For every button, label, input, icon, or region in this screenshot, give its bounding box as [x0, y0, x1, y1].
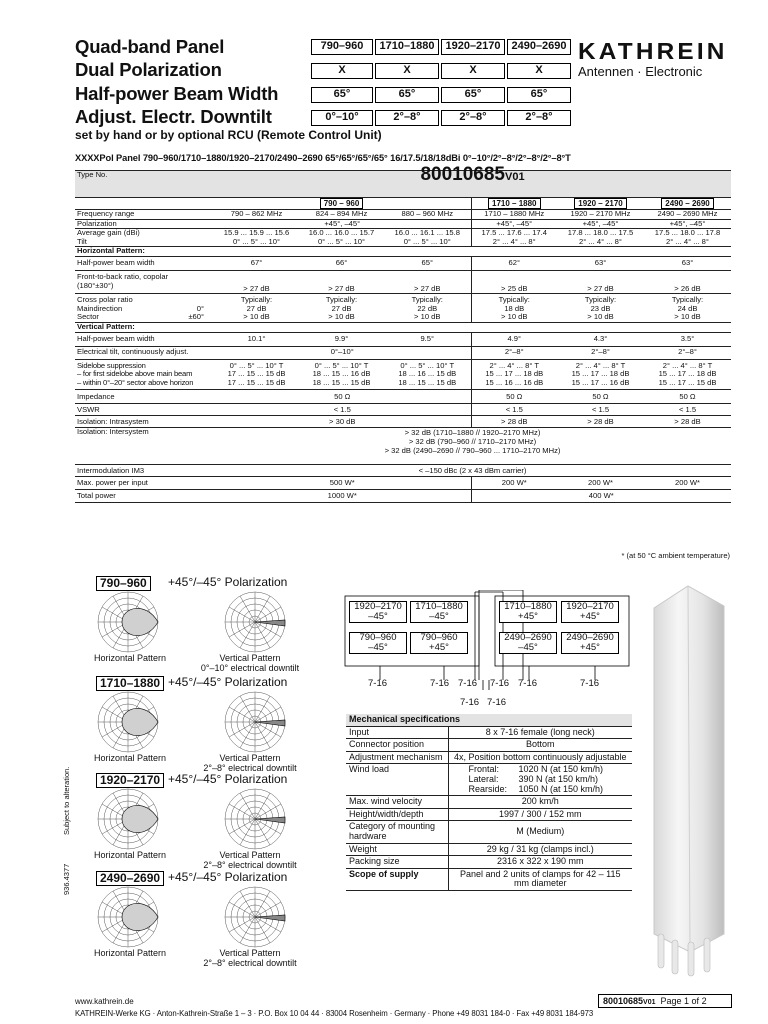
vertical-pattern-lobe [255, 720, 285, 726]
section-heading: Vertical Pattern: [75, 322, 731, 332]
row-label: Impedance [75, 390, 214, 404]
band-label: 1920–2170 [441, 39, 505, 55]
row-label: Isolation: Intrasystem [75, 416, 214, 428]
vertical-pattern-caption: Vertical Pattern 0°–10° electrical downtilt [200, 653, 300, 673]
mech-value: 1997 / 300 / 152 mm [448, 808, 632, 821]
vertical-pattern-caption: Vertical Pattern 2°–8° electrical downtilt [203, 850, 297, 870]
cell: < –150 dBc (2 x 43 dBm carrier) [214, 465, 731, 477]
cell: 0° ... 5° ... 10° T 17 ... 15 ... 15 dB 17 ... 15 ... 15 dB [214, 359, 299, 390]
band-header: 1710 – 1880 [488, 198, 541, 209]
cell: 50 Ω [214, 390, 471, 404]
mech-value: 4x, Position bottom continuously adjustable [448, 751, 632, 764]
band-header: 1920 – 2170 [574, 198, 627, 209]
downtilt-value: 2°–8° [507, 110, 571, 126]
cell: 65° [384, 256, 471, 270]
band-header: 790 – 960 [320, 198, 364, 209]
polarization-value: X [441, 63, 505, 79]
horizontal-pattern-caption: Horizontal Pattern [93, 948, 167, 958]
port-box: 1920–2170 –45° [349, 601, 407, 623]
title-line-3: Half-power Beam Width [75, 83, 279, 104]
pattern-polarization-label: +45°/–45° Polarization [168, 870, 288, 884]
cell: 67° [214, 256, 299, 270]
cell: > 26 dB [644, 270, 731, 293]
cell: 9.9° [299, 332, 384, 346]
antenna-image [644, 582, 734, 982]
port-box: 790–960 +45° [410, 632, 468, 654]
horizontal-pattern-caption: Horizontal Pattern [93, 653, 167, 663]
cell: +45°, –45° [557, 219, 644, 229]
pattern-plots [75, 885, 335, 949]
mech-label: Weight [346, 843, 448, 856]
mech-label: Scope of supply [346, 868, 448, 890]
horizontal-pattern-caption: Horizontal Pattern [93, 753, 167, 763]
connector-label: 7-16 [460, 697, 480, 708]
section-heading: Horizontal Pattern: [75, 247, 731, 257]
pattern-polarization-label: +45°/–45° Polarization [168, 772, 288, 786]
horizontal-pattern-lobe [122, 805, 158, 832]
cell: 4.9° [471, 332, 557, 346]
cell: > 27 dB [384, 270, 471, 293]
row-label: Intermodulation IM3 [75, 465, 214, 477]
cell: 200 W* [471, 477, 557, 490]
cell: Typically: 24 dB > 10 dB [644, 294, 731, 323]
beamwidth-value: 65° [507, 87, 571, 103]
cell: 17.8 ... 18.0 ... 17.5 2° ... 4° ... 8° [557, 229, 644, 247]
downtilt-value: 2°–8° [375, 110, 439, 126]
mech-value: 8 x 7-16 female (long neck) [448, 726, 632, 739]
cell: > 27 dB [214, 270, 299, 293]
cell: > 25 dB [471, 270, 557, 293]
company-address: KATHREIN-Werke KG · Anton-Kathrein-Straße 1 – 3 · P.O. Box 10 04 44 · 83004 Rosenheim · Germany · Phone +49 8031 184-0 · Fax +49 8031 184-973 [75, 1009, 594, 1018]
website: www.kathrein.de [75, 997, 134, 1006]
cell: 0° ... 5° ... 10° T 18 ... 16 ... 15 dB 18 ... 15 ... 15 dB [384, 359, 471, 390]
band-label: 2490–2690 [507, 39, 571, 55]
horizontal-pattern-caption: Horizontal Pattern [93, 850, 167, 860]
vertical-pattern-lobe [255, 620, 285, 626]
pattern-band-label: 2490–2690 [96, 871, 164, 886]
row-label: Polarization [75, 219, 214, 229]
cell: 400 W* [471, 490, 731, 503]
cell: Typically: 18 dB > 10 dB [471, 294, 557, 323]
cell: +45°, –45° [644, 219, 731, 229]
cell: 0°–10° [214, 346, 471, 359]
cell: 1000 W* [214, 490, 471, 503]
cell: 62° [471, 256, 557, 270]
cell: 2°–8° [471, 346, 557, 359]
mech-label: Adjustment mechanism [346, 751, 448, 764]
cell: 790 – 862 MHz [214, 210, 299, 220]
pattern-plots [75, 690, 335, 754]
downtilt-value: 2°–8° [441, 110, 505, 126]
cell: > 28 dB [644, 416, 731, 428]
cell: < 1.5 [471, 404, 557, 416]
row-label: Half-power beam width [75, 256, 214, 270]
type-number: 80010685V01 [214, 171, 731, 198]
mech-value: M (Medium) [448, 821, 632, 843]
mech-title: Mechanical specifications [346, 714, 632, 726]
vertical-pattern-caption: Vertical Pattern 2°–8° electrical downtilt [203, 753, 297, 773]
polarization-value: X [507, 63, 571, 79]
cell: > 27 dB [557, 270, 644, 293]
cell: 200 W* [644, 477, 731, 490]
cell: 2° ... 4° ... 8° T 15 ... 17 ... 18 dB 15 ... 17 ... 15 dB [644, 359, 731, 390]
beamwidth-value: 65° [375, 87, 439, 103]
connector-label: 7-16 [490, 678, 510, 689]
cell: > 27 dB [299, 270, 384, 293]
connector-label: 7-16 [430, 678, 450, 689]
mech-value: 2316 x 322 x 190 mm [448, 856, 632, 869]
cell: 63° [644, 256, 731, 270]
cell: 500 W* [214, 477, 471, 490]
cell: +45°, –45° [214, 219, 471, 229]
title-line-1: Quad-band Panel [75, 36, 225, 57]
pattern-band-label: 790–960 [96, 576, 151, 591]
cell: 200 W* [557, 477, 644, 490]
connector-label: 7-16 [580, 678, 600, 689]
title-line-2: Dual Polarization [75, 59, 222, 80]
cell: > 30 dB [214, 416, 471, 428]
title-line-4: Adjust. Electr. Downtilt [75, 106, 272, 127]
cell: < 1.5 [644, 404, 731, 416]
port-box: 2490–2690 –45° [499, 632, 557, 654]
row-label: Front-to-back ratio, copolar (180°±30°) [75, 270, 214, 293]
pattern-band-label: 1920–2170 [96, 773, 164, 788]
cell: Typically: 27 dB > 10 dB [299, 294, 384, 323]
cell: 10.1° [214, 332, 299, 346]
horizontal-pattern-lobe [122, 708, 158, 735]
vertical-pattern-caption: Vertical Pattern 2°–8° electrical downtilt [203, 948, 297, 968]
row-label: Frequency range [75, 210, 214, 220]
polarization-value: X [311, 63, 373, 79]
cell: 2° ... 4° ... 8° T 15 ... 17 ... 18 dB 15 ... 16 ... 16 dB [471, 359, 557, 390]
subtitle: set by hand or by optional RCU (Remote Control Unit) [75, 128, 382, 142]
cell: 1920 – 2170 MHz [557, 210, 644, 220]
downtilt-value: 0°–10° [311, 110, 373, 126]
horizontal-pattern-lobe [122, 903, 158, 930]
connector-label: 7-16 [487, 697, 507, 708]
doc-number: 936.4377 [62, 863, 71, 895]
page-indicator: 80010685V01 Page 1 of 2 [598, 994, 732, 1008]
port-box: 1920–2170 +45° [561, 601, 619, 623]
mech-value: 29 kg / 31 kg (clamps incl.) [448, 843, 632, 856]
row-label: Average gain (dBi) Tilt [75, 229, 214, 247]
cell: 15.9 ... 15.9 ... 15.6 0° ... 5° ... 10° [214, 229, 299, 247]
cell: < 1.5 [214, 404, 471, 416]
brand-subtitle: Antennen · Electronic [578, 64, 703, 79]
cell: 63° [557, 256, 644, 270]
cell: 66° [299, 256, 384, 270]
type-label: Type No. [75, 171, 214, 198]
cell: > 28 dB [557, 416, 644, 428]
cell: 50 Ω [471, 390, 557, 404]
band-label: 790–960 [311, 39, 373, 55]
cell: 880 – 960 MHz [384, 210, 471, 220]
row-label: Sidelobe suppression – for first sidelobe above main beam – within 0°–20° sector above horizon [75, 359, 214, 390]
cell: 2490 – 2690 MHz [644, 210, 731, 220]
row-label: VSWR [75, 404, 214, 416]
cell: > 32 dB (1710–1880 // 1920–2170 MHz) > 32 dB (790–960 // 1710–2170 MHz) > 32 dB (2490–2690 // 790–960 ... 1710–2170 MHz) [214, 428, 731, 465]
row-label: Max. power per input [75, 477, 214, 490]
pattern-band-label: 1710–1880 [96, 676, 164, 691]
horizontal-pattern-lobe [122, 608, 158, 635]
cell: 16.0 ... 16.1 ... 15.8 0° ... 5° ... 10° [384, 229, 471, 247]
cell: 9.5° [384, 332, 471, 346]
mech-value: Frontal: 1020 N (at 150 km/h) Lateral: 390 N (at 150 km/h) Rearside: 1050 N (at 150 km/h) [448, 764, 632, 796]
cell: 2° ... 4° ... 8° T 15 ... 17 ... 18 dB 15 ... 17 ... 16 dB [557, 359, 644, 390]
cell: Typically: 23 dB > 10 dB [557, 294, 644, 323]
beamwidth-value: 65° [311, 87, 373, 103]
cell: 17.5 ... 17.6 ... 17.4 2° ... 4° ... 8° [471, 229, 557, 247]
mech-value: Bottom [448, 739, 632, 752]
polarization-value: X [375, 63, 439, 79]
beamwidth-value: 65° [441, 87, 505, 103]
pattern-plots [75, 787, 335, 851]
band-header: 2490 – 2690 [661, 198, 714, 209]
cell: < 1.5 [557, 404, 644, 416]
mech-label: Max. wind velocity [346, 796, 448, 809]
vertical-pattern-lobe [255, 915, 285, 921]
band-label: 1710–1880 [375, 39, 439, 55]
cell: 50 Ω [644, 390, 731, 404]
row-label: Electrical tilt, continuously adjust. [75, 346, 214, 359]
cell: Typically: 22 dB > 10 dB [384, 294, 471, 323]
pattern-polarization-label: +45°/–45° Polarization [168, 675, 288, 689]
footnote: * (at 50 °C ambient temperature) [621, 551, 730, 560]
mech-label: Input [346, 726, 448, 739]
vertical-pattern-lobe [255, 817, 285, 823]
port-box: 1710–1880 –45° [410, 601, 468, 623]
cell: 50 Ω [557, 390, 644, 404]
pattern-polarization-label: +45°/–45° Polarization [168, 575, 288, 589]
cell: Typically: 27 dB > 10 dB [214, 294, 299, 323]
cell: 16.0 ... 16.0 ... 15.7 0° ... 5° ... 10° [299, 229, 384, 247]
row-label: Total power [75, 490, 214, 503]
alteration-note: Subject to alteration. [62, 766, 71, 835]
mech-value: 200 km/h [448, 796, 632, 809]
cell: 824 – 894 MHz [299, 210, 384, 220]
cell: 4.3° [557, 332, 644, 346]
mech-label: Height/width/depth [346, 808, 448, 821]
port-box: 790–960 –45° [349, 632, 407, 654]
row-label: Half-power beam width [75, 332, 214, 346]
model-line: XXXXPol Panel 790–960/1710–1880/1920–2170/2490–2690 65°/65°/65°/65° 16/17.5/18/18dBi 0°–10°/2°–8°/2°–8°/2°–8°T [75, 153, 571, 163]
mech-label: Packing size [346, 856, 448, 869]
electrical-spec-table [75, 164, 731, 503]
cell: +45°, –45° [471, 219, 557, 229]
brand-logo: KATHREIN [578, 38, 728, 64]
connector-label: 7-16 [368, 678, 388, 689]
mech-label: Connector position [346, 739, 448, 752]
connector-label: 7-16 [518, 678, 538, 689]
row-label: Cross polar ratio Maindirection 0° Sector ±60° [75, 294, 214, 323]
pattern-plots [75, 590, 335, 654]
port-box: 1710–1880 +45° [499, 601, 557, 623]
cell: 3.5° [644, 332, 731, 346]
cell: 1710 – 1880 MHz [471, 210, 557, 220]
port-box: 2490–2690 +45° [561, 632, 619, 654]
mech-label: Wind load [346, 764, 448, 796]
cell: > 28 dB [471, 416, 557, 428]
row-label: Isolation: Intersystem [75, 428, 214, 465]
mech-value: Panel and 2 units of clamps for 42 – 115 mm diameter [448, 868, 632, 890]
cell: 2°–8° [557, 346, 644, 359]
mechanical-spec-table [346, 714, 632, 891]
cell: 2°–8° [644, 346, 731, 359]
cell: 0° ... 5° ... 10° T 18 ... 15 ... 16 dB 18 ... 15 ... 15 dB [299, 359, 384, 390]
mech-label: Category of mounting hardware [346, 821, 448, 843]
cell: 17.5 ... 18.0 ... 17.8 2° ... 4° ... 8° [644, 229, 731, 247]
connector-label: 7-16 [458, 678, 478, 689]
